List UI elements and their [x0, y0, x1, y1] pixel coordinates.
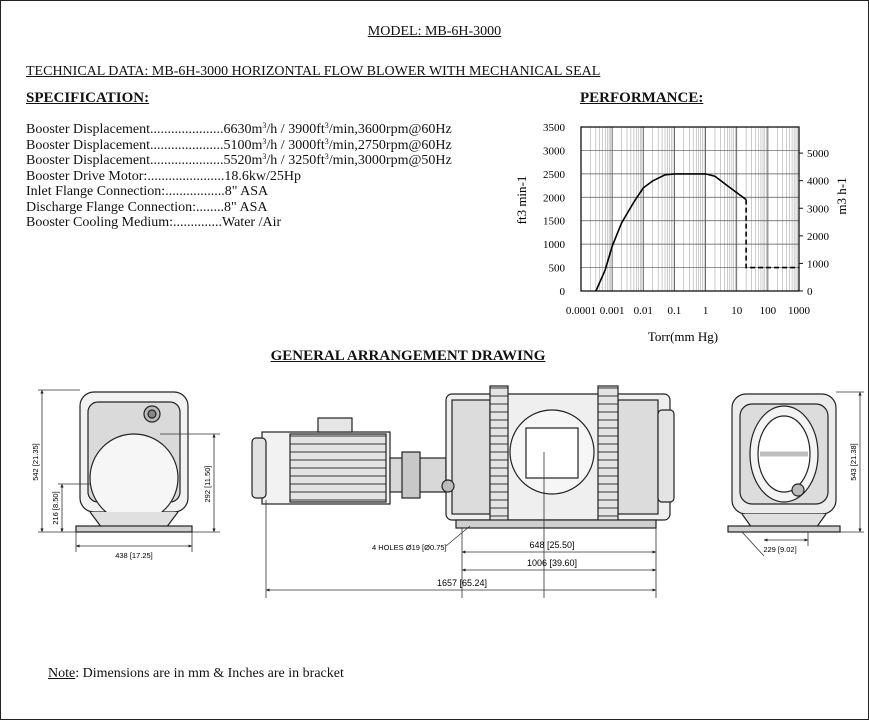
spec-dots: ........	[196, 199, 225, 215]
spec-value: /min,2750rpm@60Hz	[328, 137, 452, 153]
spec-label: Booster Drive Motor:	[26, 168, 148, 184]
y-tick-label-right: 2000	[807, 230, 829, 243]
spec-superscript: 3	[262, 121, 267, 130]
x-axis-label: Torr(mm Hg)	[647, 329, 719, 344]
spec-dots: .....................	[150, 153, 224, 168]
spec-value: /min,3600rpm@60Hz	[328, 122, 452, 137]
x-tick-label: 1	[702, 305, 709, 317]
y-tick-label-left: 1500	[543, 215, 565, 228]
y-tick-label-right: 0	[807, 286, 813, 298]
x-tick-label: 10	[731, 305, 743, 317]
right-end-view	[728, 394, 840, 532]
motor-fins	[290, 434, 386, 502]
spec-value: /h / 3000ft	[266, 137, 325, 153]
spec-value: /min,3000rpm@50Hz	[328, 153, 452, 168]
spec-dots: ..............	[173, 215, 222, 230]
dim-1006: 1006 [39.60]	[526, 558, 578, 568]
spec-superscript: 3	[262, 152, 267, 161]
spec-label: Booster Displacement	[26, 153, 151, 168]
spec-label: Booster Displacement	[26, 137, 151, 153]
spec-value: 5520m	[223, 153, 263, 168]
spec-label: Booster Displacement	[26, 122, 151, 137]
housing-fins-left	[490, 386, 508, 526]
y-tick-label-left: 3000	[543, 145, 565, 158]
right-base-plate	[728, 526, 840, 532]
x-tick-label: 1000	[788, 305, 810, 317]
shaft-plug-inner	[148, 410, 156, 418]
dim-right-229: 229 [9.02]	[763, 545, 797, 554]
spec-value: Water /Air	[222, 215, 282, 230]
y-tick-label-right: 4000	[807, 175, 829, 188]
y-tick-label-right: 5000	[807, 148, 829, 161]
dim-left-center: 292 [11.50]	[203, 465, 212, 503]
dim-holes: 4 HOLES Ø19 [Ø0.75]	[372, 543, 447, 552]
y-tick-label-left: 3500	[543, 122, 565, 134]
y-tick-label-right: 3000	[807, 203, 829, 216]
spec-value: 8" ASA	[224, 184, 269, 199]
y-tick-label-left: 2000	[543, 192, 565, 205]
technical-data-heading: TECHNICAL DATA: MB-6H-3000 HORIZONTAL FLOW BLOWER WITH MECHANICAL SEAL	[26, 64, 601, 79]
terminal-box	[318, 418, 352, 432]
motor-end-cap	[252, 438, 266, 498]
dim-left-height: 542 [21.35]	[31, 443, 40, 481]
y-tick-label-left: 0	[559, 286, 565, 298]
spec-value: 6630m	[223, 122, 263, 137]
spec-label: Discharge Flange Connection:	[26, 199, 197, 215]
y-tick-label-left: 1000	[543, 239, 565, 252]
drawing-title: GENERAL ARRANGEMENT DRAWING	[270, 348, 546, 364]
base-plate	[76, 526, 192, 532]
dim-left-base: 216 [8.50]	[51, 491, 60, 525]
y-tick-label-left: 2500	[543, 168, 565, 181]
spec-superscript: 3	[324, 152, 329, 161]
spec-value: /h / 3900ft	[266, 122, 325, 137]
end-cap-right	[658, 410, 674, 502]
note-text: : Dimensions are in mm & Inches are in bracket	[75, 666, 344, 681]
spec-label: Booster Cooling Medium:	[26, 215, 173, 230]
x-tick-label: 0.0001	[565, 305, 597, 317]
y-tick-label-right: 1000	[807, 258, 829, 271]
blower-feet	[456, 520, 656, 528]
spec-dots: .....................	[150, 122, 224, 137]
note-label: Note	[48, 666, 76, 681]
x-tick-label: 0.1	[667, 305, 682, 317]
y-axis-label-left: ft3 min-1	[514, 175, 529, 225]
drain-plug	[442, 480, 454, 492]
housing-fins-right	[598, 386, 618, 526]
dim-648: 648 [25.50]	[529, 540, 575, 550]
performance-title: PERFORMANCE:	[580, 90, 704, 106]
dim-left-width: 438 [17.25]	[115, 551, 153, 560]
model-title: MODEL: MB-6H-3000	[367, 24, 502, 39]
spec-superscript: 3	[324, 136, 329, 146]
right-plug	[792, 484, 804, 496]
spec-dots: ......................	[147, 168, 225, 184]
y-axis-label-right: m3 h-1	[834, 177, 849, 215]
spec-value: /h / 3250ft	[266, 153, 325, 168]
spec-dots: .....................	[150, 137, 224, 153]
side-view	[252, 386, 674, 528]
x-tick-label: 0.01	[633, 305, 653, 317]
x-tick-label: 100	[759, 305, 777, 317]
dim-1657: 1657 [65.24]	[436, 578, 488, 588]
y-tick-label-left: 500	[548, 262, 565, 275]
gear-housing-left	[452, 400, 490, 514]
inlet-opening	[526, 428, 578, 478]
spec-value: 18.6kw/25Hp	[224, 168, 301, 184]
spec-superscript: 3	[262, 136, 267, 146]
motor-end-circle	[90, 434, 178, 522]
note	[48, 666, 344, 682]
gear-housing-right	[618, 400, 658, 514]
x-tick-label: 0.001	[599, 305, 625, 317]
left-end-view	[76, 392, 192, 532]
specification-title: SPECIFICATION:	[26, 90, 150, 106]
spec-label: Inlet Flange Connection:	[26, 184, 166, 199]
dim-right-height: 543 [21.38]	[849, 443, 858, 481]
spec-value: 5100m	[223, 137, 263, 153]
spec-value: 8" ASA	[224, 199, 268, 215]
spec-superscript: 3	[324, 121, 329, 130]
spec-dots: .................	[165, 184, 225, 199]
coupling-flange	[402, 452, 420, 498]
